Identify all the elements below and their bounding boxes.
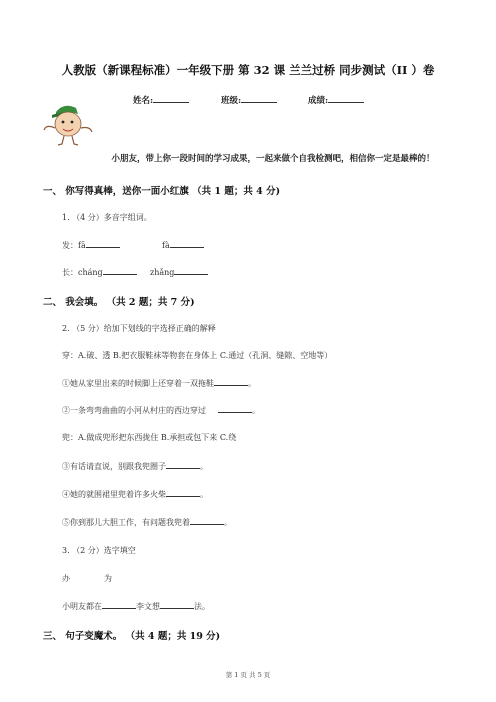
page-title: 人教版（新课程标准）一年级下册 第 32 课 兰兰过桥 同步测试（II ）卷: [61, 63, 435, 77]
q1-line1-b: fà: [162, 241, 170, 250]
score-blank[interactable]: [328, 93, 364, 103]
class-blank[interactable]: [241, 93, 277, 103]
q2-s2-end: 。: [252, 406, 260, 415]
q2-s1-end: 。: [248, 379, 256, 388]
q2-blank-2[interactable]: [218, 404, 252, 413]
q3-sentence-b: 李文想: [136, 602, 160, 611]
q2-blank-1[interactable]: [214, 377, 248, 386]
score-label: 成绩:: [308, 96, 329, 106]
q2-sentence-4: [62, 488, 208, 500]
q1-blank-2[interactable]: [170, 239, 204, 248]
question-1-stem: 1. （4 分）多音字组词。: [62, 213, 152, 222]
name-label: 姓名:: [133, 96, 154, 106]
section-heading-1: 一、 你写得真棒，送你一面小红旗 （共 1 题；共 4 分): [43, 186, 281, 197]
page-footer: 第 1 页 共 5 页: [225, 671, 271, 679]
q1-line2-b: zhǎng: [150, 268, 175, 277]
q2-sentence-1: [62, 377, 256, 389]
q1-blank-1[interactable]: [86, 239, 120, 248]
q3-blank-2[interactable]: [160, 600, 194, 609]
question-2-stem: 2. （5 分）给加下划线的字选择正确的解释: [62, 324, 216, 333]
score-field[interactable]: [308, 93, 364, 106]
q2-s4-end: 。: [200, 490, 208, 499]
section-heading-3: 三、 句子变魔术。 （共 4 题；共 19 分): [43, 631, 221, 642]
q2-blank-3[interactable]: [166, 460, 200, 469]
q2-definition-2: 兜：A.做成兜形把东西拢住 B.承担或包下来 C.绕: [62, 433, 237, 442]
q2-sentence-3: [62, 460, 208, 472]
q2-s4-text: ④她的就围裙里兜着许多火柴: [62, 490, 166, 499]
q3-blank-1[interactable]: [102, 600, 136, 609]
name-blank[interactable]: [153, 93, 189, 103]
q1-line-1b: [162, 239, 204, 250]
q3-sentence-a: 小明友都在: [62, 602, 102, 611]
q2-sentence-5: [62, 516, 232, 528]
q1-line1-a: 发：fā: [62, 241, 86, 250]
class-label: 班级:: [221, 96, 242, 106]
q3-char-a: 办: [62, 574, 70, 583]
q1-line-2b: [150, 266, 208, 277]
q2-s5-end: 。: [224, 518, 232, 527]
q1-line-2: [62, 266, 137, 278]
q1-line-1: [62, 239, 120, 251]
q3-sentence: [62, 600, 210, 612]
mascot-image: [38, 100, 100, 148]
q2-s3-end: 。: [200, 462, 208, 471]
q2-s3-text: ③有话请直说，别跟我兜圈子: [62, 462, 166, 471]
q2-sentence-2: [62, 404, 260, 416]
q3-sentence-c: 法。: [194, 602, 210, 611]
q3-char-b: 为: [104, 574, 112, 583]
q2-s2-text: ②一条弯弯曲曲的小河从村庄的西边穿过: [62, 406, 206, 415]
q2-s5-text: ⑤你到那儿大胆工作，有问题我兜着: [62, 518, 190, 527]
q2-blank-4[interactable]: [166, 488, 200, 497]
question-3-stem: 3. （2 分）选字填空: [62, 546, 136, 555]
q1-line2-a: 长：cháng: [62, 268, 103, 277]
q2-definition-1: 穿：A.破、透 B.把衣服鞋袜等物套在身体上 C.通过（孔洞、缝隙、空地等）: [62, 351, 333, 360]
class-field[interactable]: [221, 93, 277, 106]
name-field[interactable]: [133, 93, 189, 106]
q1-blank-4[interactable]: [174, 266, 208, 275]
q2-s1-text: ①她从家里出来的时候脚上还穿着一双拖鞋: [62, 379, 214, 388]
intro-text: 小朋友，带上你一段时间的学习成果，一起来做个自我检测吧，相信你一定是最棒的！: [111, 154, 435, 164]
q2-blank-5[interactable]: [190, 516, 224, 525]
section-heading-2: 二、 我会填。 （共 2 题；共 7 分): [43, 297, 195, 308]
q1-blank-3[interactable]: [103, 266, 137, 275]
